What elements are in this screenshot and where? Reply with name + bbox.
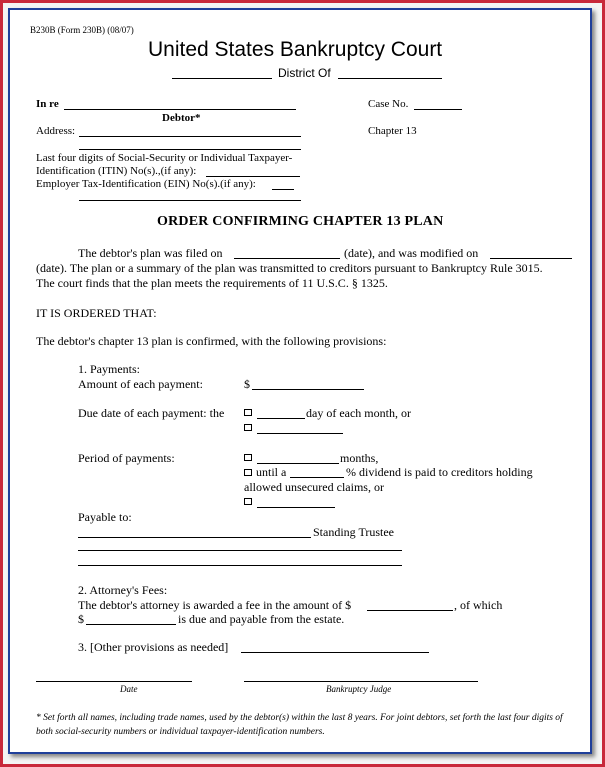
filed-date-line [234,258,340,259]
fees-due-text: is due and payable from the estate. [178,612,345,626]
ein-label: Employer Tax-Identification (EIN) No(s).(if any): [36,178,256,190]
judge-caption: Bankruptcy Judge [326,684,392,694]
plan-modified-text: (date), and was modified on [344,246,479,260]
address-label: Address: [36,125,76,137]
fees-of-which-text: , of which [454,598,503,612]
ein-line-2 [79,200,301,201]
months-checkbox[interactable] [244,454,252,461]
other-provisions-heading: 3. [Other provisions as needed] [78,640,229,654]
modified-date-line [490,258,572,259]
debtor-name-line [64,109,296,110]
date-signature-line [36,681,192,682]
chapter-label: Chapter 13 [368,125,417,137]
amount-label: Amount of each payment: [78,377,203,391]
court-title: United States Bankruptcy Court [148,38,443,61]
order-title: ORDER CONFIRMING CHAPTER 13 PLAN [157,214,444,229]
due-date-label: Due date of each payment: the [78,406,225,420]
fees-line1-text: The debtor's attorney is awarded a fee in the amount of $ [78,598,352,612]
amount-dollar: $ [244,377,250,391]
payable-to-label: Payable to: [78,510,132,524]
case-no-label: Case No. [368,98,409,110]
address-line-2 [79,149,301,150]
date-caption: Date [120,684,138,694]
in-re-label: In re [36,98,59,110]
plan-filed-text: The debtor's plan was filed on [78,246,223,260]
due-day-checkbox[interactable] [244,409,252,416]
judge-signature-line [244,681,478,682]
district-label: District Of [278,66,331,80]
other-provisions-line [241,652,429,653]
ein-line [272,189,294,190]
payable-line-2 [78,550,402,551]
dividend-checkbox[interactable] [244,469,252,476]
period-label: Period of payments: [78,451,175,465]
period-other-line [257,507,335,508]
unsecured-text: allowed unsecured claims, or [244,480,384,494]
period-other-checkbox[interactable] [244,498,252,505]
plan-transmitted-text: (date). The plan or a summary of the plan was transmitted to creditors pursuant to Bankruptcy Rule 3015. [36,261,543,275]
dividend-line [290,477,344,478]
trustee-line [78,537,311,538]
due-other-line [257,433,343,434]
ordered-heading: IT IS ORDERED THAT: [36,306,157,320]
confirmed-text: The debtor's chapter 13 plan is confirmed, with the following provisions: [36,334,387,348]
months-text: months, [340,451,379,465]
ssn-label-line1: Last four digits of Social-Security or Individual Taxpayer- [36,152,293,164]
until-a-text: until a [256,465,287,479]
district-blank-right [338,78,442,79]
footnote: * Set forth all names, including trade names, used by the debtor(s) within the last 8 years. For joint debtors, set forth the last four digits of both social-security numbers or individual taxpayer-identification numbers. [36,713,563,737]
amount-line [252,389,364,390]
case-no-line [414,109,462,110]
day-of-month-text: day of each month, or [306,406,411,420]
payments-heading: 1. Payments: [78,362,140,376]
ssn-label-line2: Identification (ITIN) No(s).,(if any): [36,165,197,177]
due-day-line [257,418,305,419]
fee-due-line [86,624,176,625]
due-other-checkbox[interactable] [244,424,252,431]
address-line-1 [79,136,301,137]
district-blank-left [172,78,272,79]
months-line [257,463,339,464]
debtor-label: Debtor* [162,112,201,124]
court-finds-text: The court finds that the plan meets the requirements of 11 U.S.C. § 1325. [36,276,388,290]
payable-line-3 [78,565,402,566]
form-code: B230B (Form 230B) (08/07) [30,25,134,35]
standing-trustee-text: Standing Trustee [313,525,395,539]
fees-heading: 2. Attorney's Fees: [78,583,168,597]
fee-amount-line [367,610,453,611]
dividend-text: % dividend is paid to creditors holding [346,465,533,479]
fees-dollar: $ [78,612,84,626]
ssn-line [206,176,300,177]
